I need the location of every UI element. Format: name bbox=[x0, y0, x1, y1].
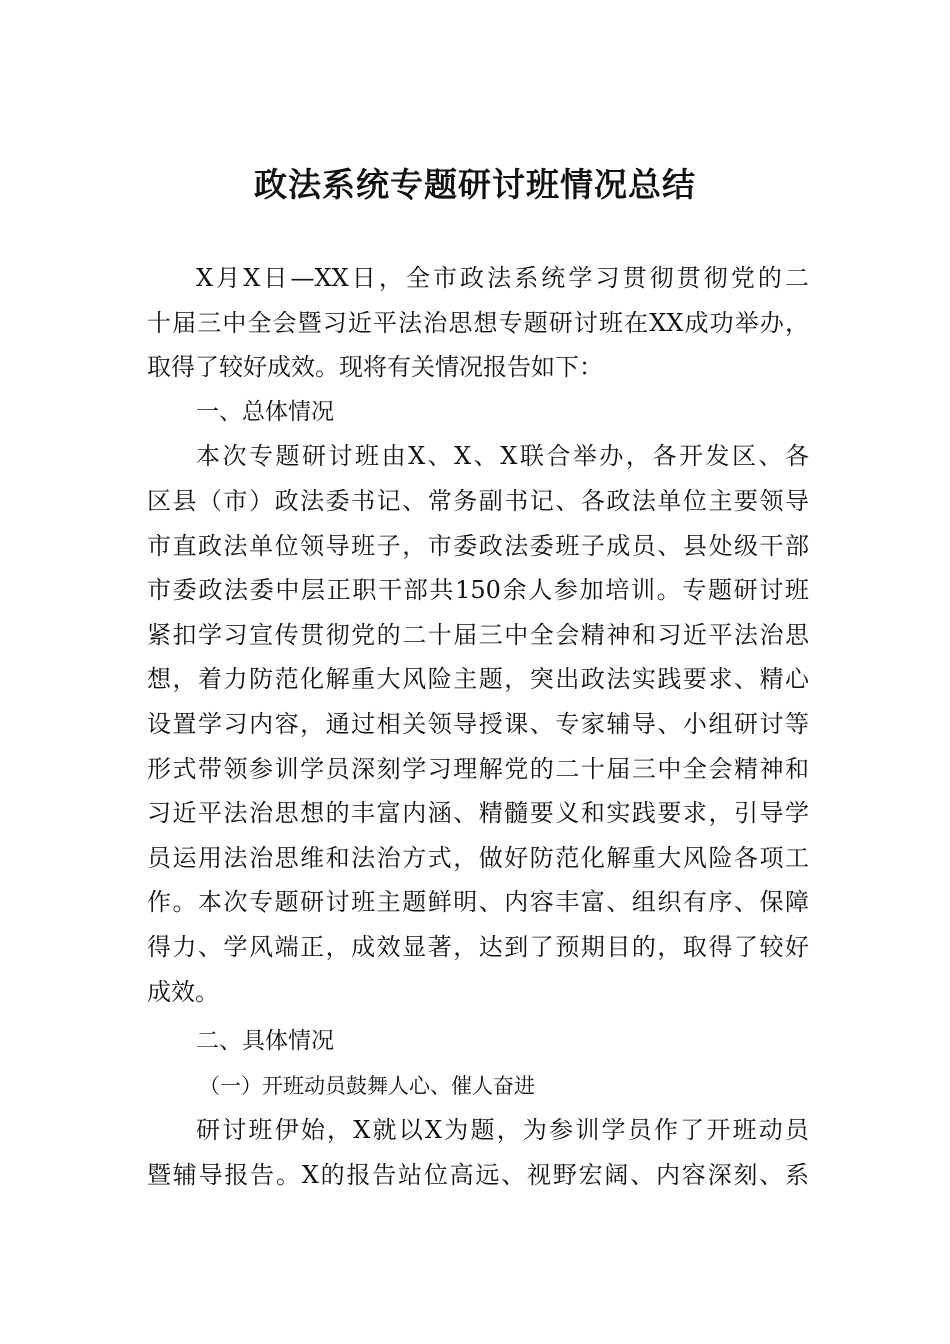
paragraph-line: 研讨班伊始，X就以X为题，为参训学员作了开班动员 bbox=[196, 1116, 809, 1145]
paragraph-line: 十届三中全会暨习近平法治思想专题研讨班在XX成功举办， bbox=[147, 308, 809, 337]
paragraph-line: 市委政法委中层正职干部共150余人参加培训。专题研讨班 bbox=[147, 576, 809, 605]
paragraph-line: 得力、学风端正，成效显著，达到了预期目的，取得了较好 bbox=[147, 932, 809, 961]
paragraph-line: 习近平法治思想的丰富内涵、精髓要义和实践要求，引导学 bbox=[147, 799, 809, 828]
paragraph-line: 暨辅导报告。X的报告站位高远、视野宏阔、内容深刻、系 bbox=[147, 1160, 809, 1189]
paragraph-line: 员运用法治思维和法治方式，做好防范化解重大风险各项工 bbox=[147, 843, 809, 872]
subsection-heading: （一）开班动员鼓舞人心、催人奋进 bbox=[199, 1073, 535, 1098]
paragraph-line: 取得了较好成效。现将有关情况报告如下： bbox=[147, 353, 603, 382]
document-title: 政法系统专题研讨班情况总结 bbox=[254, 165, 696, 204]
section-heading-details: 二、具体情况 bbox=[196, 1028, 334, 1055]
paragraph-line: 想，着力防范化解重大风险主题，突出政法实践要求、精心 bbox=[147, 665, 809, 694]
paragraph-line: 本次专题研讨班由X、X、X联合举办，各开发区、各 bbox=[196, 442, 809, 471]
paragraph-line: 作。本次专题研讨班主题鲜明、内容丰富、组织有序、保障 bbox=[147, 888, 809, 917]
paragraph-line: 形式带领参训学员深刻学习理解党的二十届三中全会精神和 bbox=[147, 754, 809, 783]
paragraph-line: 紧扣学习宣传贯彻党的二十届三中全会精神和习近平法治思 bbox=[147, 620, 809, 649]
document-body bbox=[147, 256, 809, 1197]
paragraph-line: 区县（市）政法委书记、常务副书记、各政法单位主要领导 bbox=[147, 486, 809, 515]
paragraph-line: 成效。 bbox=[147, 977, 219, 1006]
paragraph-line: 市直政法单位领导班子，市委政法委班子成员、县处级干部 bbox=[147, 531, 809, 560]
paragraph-line: 设置学习内容，通过相关领导授课、专家辅导、小组研讨等 bbox=[147, 709, 809, 738]
paragraph-line: X月X日—XX日，全市政法系统学习贯彻贯彻党的二 bbox=[196, 264, 809, 292]
section-heading-overall: 一、总体情况 bbox=[196, 398, 334, 425]
